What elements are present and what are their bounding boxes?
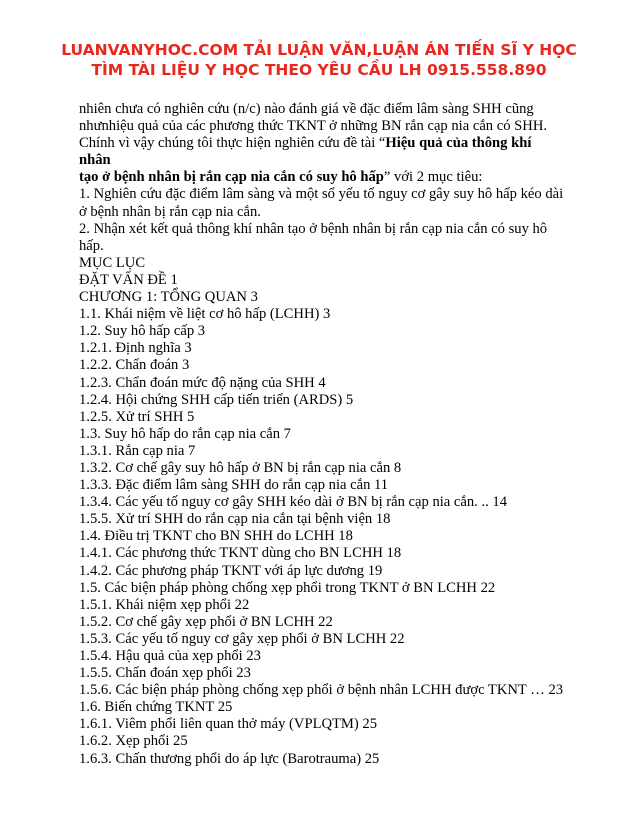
toc-entry: 1.6.2. Xẹp phổi 25 [79, 733, 188, 750]
intro-line-3-text: Chính vì vậy chúng tôi thực hiện nghiên cứu đề tài “ [79, 135, 386, 152]
toc-entry: ĐẶT VẤN ĐỀ 1 [79, 271, 178, 288]
toc-entry: 1.4.1. Các phương thức TKNT dùng cho BN LCHH 18 [79, 545, 402, 562]
intro-line-1: nhiên chưa có nghiên cứu (n/c) nào đánh giá về đặc điểm lâm sàng SHH cũng [79, 101, 534, 117]
thesis-title-part-2: tạo ở bệnh nhân bị rắn cạp nia cắn có suy hô hấp [79, 169, 384, 186]
intro-line-3 [79, 135, 564, 169]
toc-entry: 1.1. Khái niệm về liệt cơ hô hấp (LCHH) 3 [79, 306, 331, 323]
toc-entry: 1.5.5. Chẩn đoán xẹp phổi 23 [79, 665, 251, 682]
table-of-contents [79, 255, 564, 768]
toc-entry: 1.2. Suy hô hấp cấp 3 [79, 323, 206, 340]
toc-entry: 1.6.1. Viêm phổi liên quan thở máy (VPLQTM) 25 [79, 716, 378, 733]
toc-entry: CHƯƠNG 1: TỔNG QUAN 3 [79, 289, 258, 306]
toc-entry: 1.6.3. Chấn thương phổi do áp lực (Barotrauma) 25 [79, 750, 380, 767]
toc-entry: 1.4. Điều trị TKNT cho BN SHH do LCHH 18 [79, 528, 353, 545]
thesis-title-part-1: Hiệu quả của thông khí nhân [79, 135, 532, 169]
toc-entry: 1.3.4. Các yếu tố nguy cơ gây SHH kéo dài ở BN bị rắn cạp nia cắn. .. 14 [79, 494, 508, 511]
document-body [79, 101, 564, 768]
header-line-1: LUANVANYHOC.COM TẢI LUẬN VĂN,LUẬN ÁN TIẾN SĨ Y HỌC [61, 41, 577, 59]
toc-entry: 1.5.3. Các yếu tố nguy cơ gây xẹp phổi ở BN LCHH 22 [79, 630, 405, 647]
toc-entry: 1.3.1. Rắn cạp nia 7 [79, 442, 196, 459]
toc-entry: 1.4.2. Các phương pháp TKNT với áp lực dương 19 [79, 562, 383, 579]
objective-2-line-1: 2. Nhận xét kết quả thông khí nhân tạo ở bệnh nhân bị rắn cạp nia cắn có suy hô [79, 220, 548, 237]
toc-entry: 1.5.2. Cơ chế gây xẹp phổi ở BN LCHH 22 [79, 613, 333, 630]
header-line-2: TÌM TÀI LIỆU Y HỌC THEO YÊU CẦU LH 0915.558.890 [91, 61, 547, 79]
toc-entry: 1.2.1. Định nghĩa 3 [79, 340, 192, 357]
toc-entry: 1.5.5. Xử trí SHH do rắn cạp nia cắn tại bệnh viện 18 [79, 511, 391, 528]
toc-entry: 1.5.4. Hậu quả của xẹp phổi 23 [79, 648, 261, 664]
toc-entry: 1.2.5. Xử trí SHH 5 [79, 408, 195, 425]
toc-entry: 1.5.1. Khái niệm xẹp phổi 22 [79, 596, 250, 613]
objective-1-line-2: ở bệnh nhân bị rắn cạp nia cắn. [79, 203, 261, 220]
toc-entry: 1.2.4. Hội chứng SHH cấp tiến triển (ARDS) 5 [79, 391, 354, 408]
toc-entry: 1.2.3. Chẩn đoán mức độ nặng của SHH 4 [79, 374, 326, 391]
objective-2-line-2: hấp. [79, 237, 104, 254]
toc-entry: 1.2.2. Chẩn đoán 3 [79, 357, 190, 374]
intro-line-4 [79, 169, 564, 186]
page-header [0, 40, 638, 80]
toc-entry: 1.3. Suy hô hấp do rắn cạp nia cắn 7 [79, 425, 291, 442]
intro-line-4-text: ” với 2 mục tiêu: [383, 169, 483, 186]
intro-line-2: nhưnhiệu quả của các phương thức TKNT ở những BN rắn cạp nia cắn có SHH. [79, 118, 548, 135]
objective-1-line-1: 1. Nghiên cứu đặc điểm lâm sàng và một số yếu tố nguy cơ gây suy hô hấp kéo dài [79, 186, 564, 203]
toc-entry: 1.5. Các biện pháp phòng chống xẹp phổi trong TKNT ở BN LCHH 22 [79, 579, 496, 596]
toc-entry: 1.3.2. Cơ chế gây suy hô hấp ở BN bị rắn cạp nia cắn 8 [79, 459, 402, 476]
toc-entry: 1.5.6. Các biện pháp phòng chống xẹp phổi ở bệnh nhân LCHH được TKNT … 23 [79, 682, 564, 699]
toc-entry: 1.3.3. Đặc điểm lâm sàng SHH do rắn cạp nia cắn 11 [79, 477, 389, 494]
toc-heading: MỤC LỤC [79, 254, 146, 271]
toc-entry: 1.6. Biến chứng TKNT 25 [79, 699, 233, 716]
